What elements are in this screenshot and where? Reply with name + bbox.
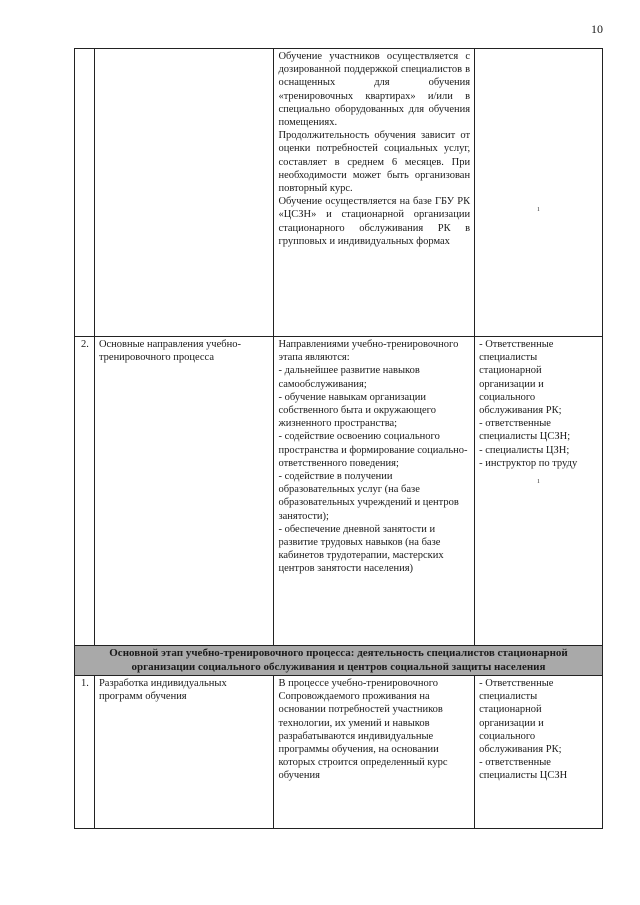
scan-mark: ı [537,476,540,486]
responsible-item: - Ответственные специалисты стационарной организации и социального обслуживания РК; [479,678,562,756]
row-name-cell: Основные направления учебно-тренировочного процесса [94,337,274,646]
section-header-row [75,646,603,676]
row-number-cell: 2. [75,337,95,646]
responsible-item: - ответственные специалисты ЦСЗН; [479,418,571,443]
page-number: 10 [591,22,603,36]
description-item: - содействие в получении образовательных услуг (на базе образовательных учреждений и центров занятости); [278,471,459,522]
row-name-cell [94,49,274,337]
row-responsible-cell [475,49,603,337]
row-number-cell [75,49,95,337]
responsible-item: - Ответственные специалисты стационарной организации и социального обслуживания РК; [479,339,562,417]
program-table [74,48,603,829]
row-description-cell: В процессе учебно-тренировочного Сопровождаемого проживания на основании потребностей участников технологии, их умений и навыков разрабатываются индивидуальные программы обучения, на основании которых строится определенный курс обучения [274,676,475,829]
description-item: - обучение навыкам организации собственного быта и окружающего жизненного пространства; [278,391,436,430]
scan-mark: ı [537,204,540,213]
description-paragraph: Продолжительность обучения зависит от оценки потребностей социальных услуг, составляет в среднем 6 месяцев. При необходимости может быть организован повторный курс. [278,130,471,195]
description-item: - содействие освоению социального пространства и формирование социально-ответственного поведения; [278,431,468,469]
description-paragraph: Обучение осуществляется на базе ГБУ РК «ЦСЗН» и стационарной организации стационарного обслуживания РК в групповых и индивидуальных формах [278,196,471,247]
description-paragraph: Обучение участников осуществляется с дозированной поддержкой специалистов в оснащенных для обучения «тренировочных квартирах» и/или в специально оборудованных для обучения помещениях. [278,51,471,129]
row-description-cell [274,49,475,337]
table-row [75,337,603,646]
table-row [75,49,603,337]
description-item: - дальнейшее развитие навыков самообслуживания; [278,365,420,390]
responsible-item: - специалисты ЦЗН; [479,444,570,456]
description-item: - обеспечение дневной занятости и развитие трудовых навыков (на базе кабинетов трудотерапии, мастерских центров занятости населения) [278,523,444,575]
section-header: Основной этап учебно-тренировочного процесса: деятельность специалистов стационарной организации социального обслуживания и центров социальной защиты населения [75,646,603,676]
description-item: Направлениями учебно-тренировочного этапа являются: [278,339,459,364]
row-description-cell [274,337,475,646]
responsible-item: - инструктор по труду [479,457,578,469]
row-number-cell: 1. [75,676,95,829]
row-name-cell: Разработка индивидуальных программ обучения [94,676,274,829]
row-responsible-cell [475,337,603,646]
row-responsible-cell [475,676,603,829]
table-row [75,676,603,829]
responsible-item: - ответственные специалисты ЦСЗН [479,757,568,782]
